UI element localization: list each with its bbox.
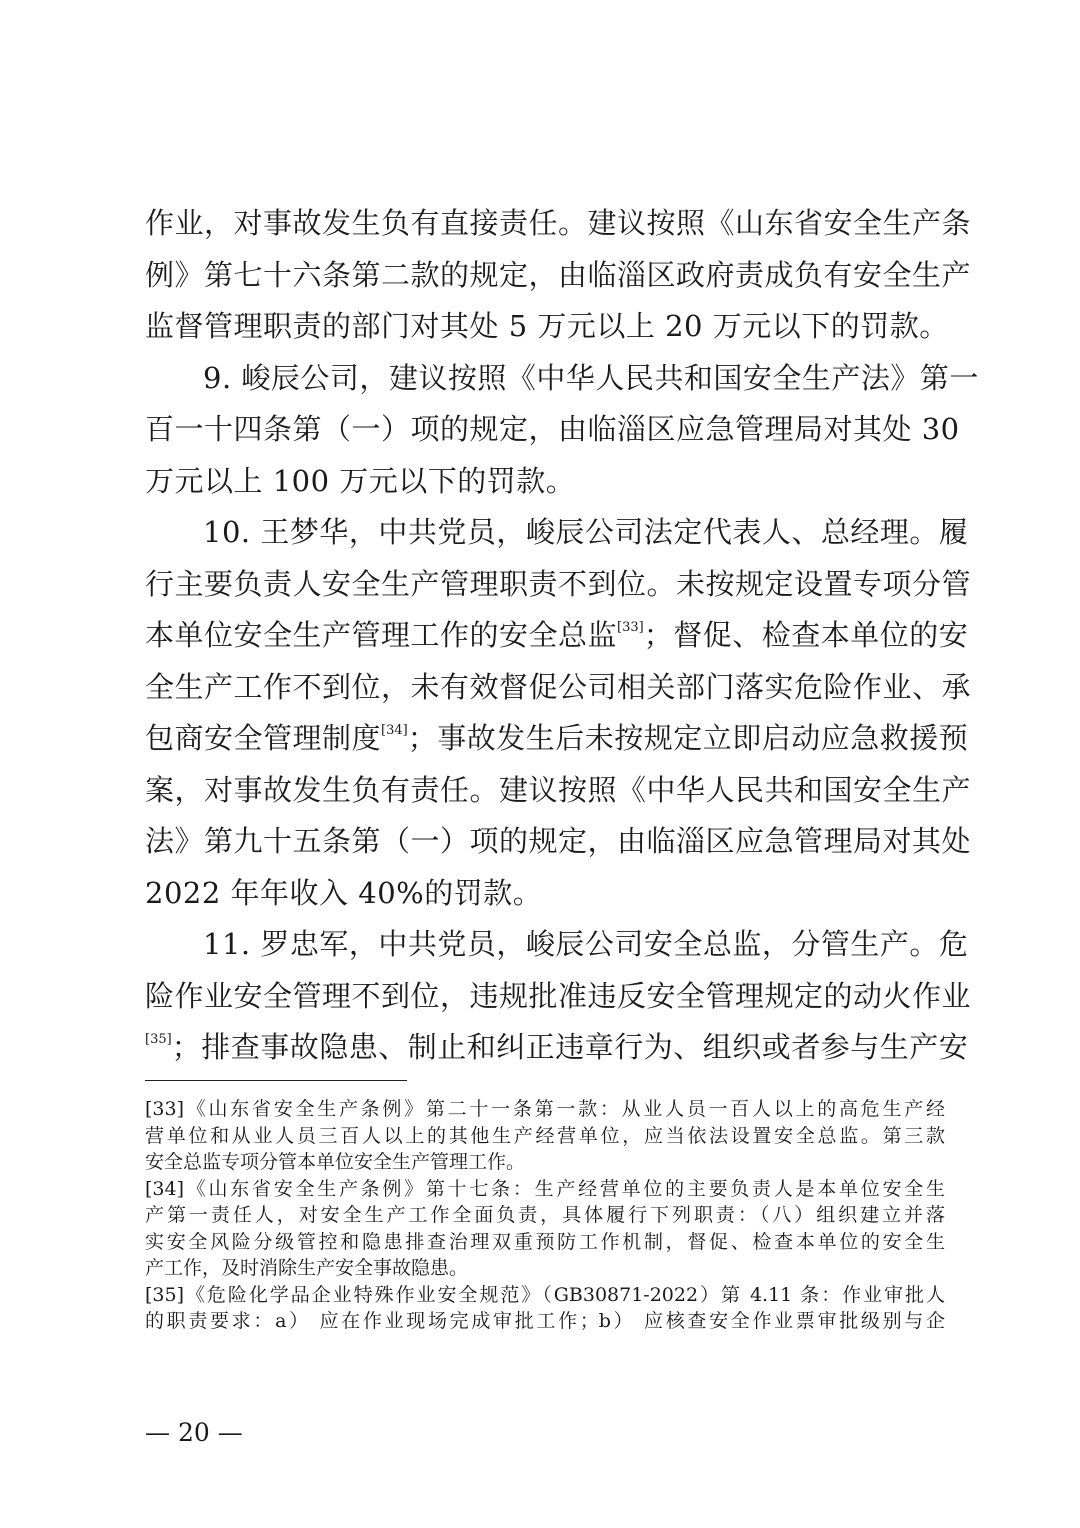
line-text: ；事故发生后未按规定立即启动应急救援预 xyxy=(407,721,969,755)
paragraph-line: 例》第七十六条第二款的规定，由临淄区政府责成负有安全生产 xyxy=(145,257,972,292)
paragraph-line: 10. 王梦华，中共党员，峻辰公司法定代表人、总经理。履 xyxy=(203,515,969,549)
footnote-line: 安全总监专项分管本单位安全生产管理工作。 xyxy=(145,1151,526,1173)
footnote-line: 的职责要求：a） 应在作业现场完成审批工作；b） 应核查安全作业票审批级别与企 xyxy=(145,1310,945,1332)
paragraph-line: 法》第九十五条第（一）项的规定，由临淄区应急管理局对其处 xyxy=(145,824,972,858)
paragraph-line xyxy=(145,713,969,765)
paragraph-line: 全生产工作不到位，未有效督促公司相关部门落实危险作业、承 xyxy=(145,669,972,704)
footnote-line: 产工作，及时消除生产安全事故隐患。 xyxy=(145,1257,469,1279)
paragraph-line: 11. 罗忠军，中共党员，峻辰公司安全总监，分管生产。危 xyxy=(203,927,969,961)
paragraph-line xyxy=(145,610,969,662)
paragraph-line: 万元以上 100 万元以下的罚款。 xyxy=(145,463,576,498)
footnote-line: 产第一责任人，对安全生产工作全面负责，具体履行下列职责：（八）组织建立并落 xyxy=(145,1204,945,1226)
footnote-reference-34: [34] xyxy=(381,723,408,738)
paragraph-line: 行主要负责人安全生产管理职责不到位。未按规定设置专项分管 xyxy=(145,566,972,601)
paragraph-line: 险作业安全管理不到位，违规批准违反安全管理规定的动火作业 xyxy=(145,978,972,1013)
footnote-line: [35]《危险化学品企业特殊作业安全规范》（GB30871-2022）第 4.11 条：作业审批人 xyxy=(145,1283,945,1306)
footnote-line: 实安全风险分级管控和隐患排查治理双重预防工作机制，督促、检查本单位的安全生 xyxy=(145,1230,945,1253)
paragraph-line: 监督管理职责的部门对其处 5 万元以上 20 万元以下的罚款。 xyxy=(145,309,949,343)
footnote-line: [33]《山东省安全生产条例》第二十一条第一款：从业人员一百人以上的高危生产经 xyxy=(145,1098,945,1120)
footnote-reference-33: [33] xyxy=(617,620,644,635)
body-text xyxy=(145,198,979,1074)
footnote-line: [34]《山东省安全生产条例》第十七条：生产经营单位的主要负责人是本单位安全生 xyxy=(145,1177,945,1200)
paragraph-line xyxy=(145,1022,969,1074)
paragraph-line: 作业，对事故发生负有直接责任。建议按照《山东省安全生产条 xyxy=(145,206,972,240)
paragraph-line: 百一十四条第（一）项的规定，由临淄区应急管理局对其处 30 xyxy=(145,412,960,446)
footnote-line: 营单位和从业人员三百人以上的其他生产经营单位，应当依法设置安全总监。第三款 xyxy=(145,1124,945,1147)
line-text: 包商安全管理制度 xyxy=(145,721,382,755)
line-text: ；排查事故隐患、制止和纠正违章行为、组织或者参与生产安 xyxy=(171,1030,969,1064)
paragraph-line: 9. 峻辰公司，建议按照《中华人民共和国安全生产法》第一 xyxy=(203,360,979,395)
footnote-reference-35: [35] xyxy=(145,1032,172,1047)
line-text: 本单位安全生产管理工作的安全总监 xyxy=(145,618,618,652)
line-text: ；督促、检查本单位的安 xyxy=(643,618,969,652)
page-number: — 20 — xyxy=(145,1418,243,1447)
paragraph-line: 案，对事故发生负有责任。建议按照《中华人民共和国安全生产 xyxy=(145,772,972,807)
paragraph-line: 2022 年年收入 40%的罚款。 xyxy=(145,875,543,910)
footnotes xyxy=(145,1096,945,1335)
footnote-divider xyxy=(145,1080,407,1081)
